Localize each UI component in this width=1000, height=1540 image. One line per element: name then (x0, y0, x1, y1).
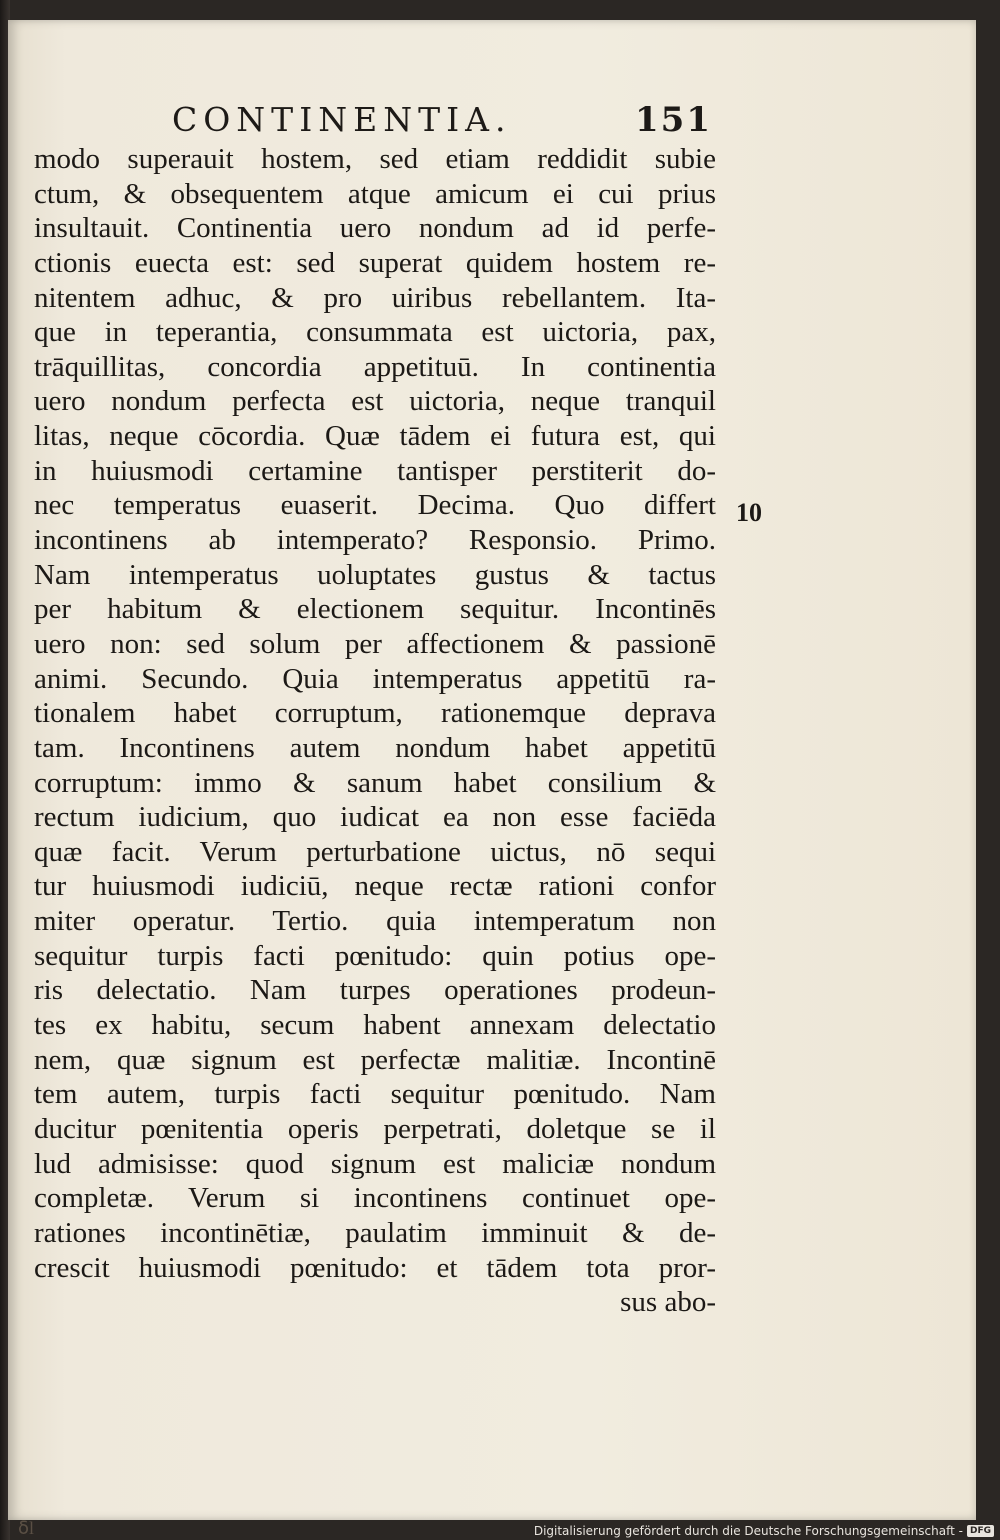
text-line: uero nondum perfecta est uictoria, neque tranquil (34, 385, 716, 418)
body-text (34, 142, 716, 1320)
running-title: CONTINENTIA. (172, 100, 512, 139)
text-line: tionalem habet corruptum, rationemque deprava (34, 697, 716, 730)
text-line: animi. Secundo. Quia intemperatus appetitū ra- (34, 662, 716, 695)
text-line: quæ facit. Verum perturbatione uictus, nō sequi (34, 835, 716, 868)
text-line: rationes incontinētiæ, paulatim imminuit & de- (34, 1216, 716, 1249)
text-line: lud admisisse: quod signum est maliciæ nondum (34, 1147, 716, 1180)
digitization-credit (534, 1524, 994, 1538)
text-line: Nam intemperatus uoluptates gustus & tactus (34, 558, 716, 591)
margin-note: 10 (736, 498, 762, 527)
text-line: nec temperatus euaserit. Decima. Quo differt (34, 489, 716, 522)
text-line: miter operatur. Tertio. quia intemperatum non (34, 905, 716, 938)
text-line: per habitum & electionem sequitur. Incontinēs (34, 593, 716, 626)
text-line: tur huiusmodi iudiciū, neque rectæ rationi confor (34, 870, 716, 903)
text-line: ctionis euecta est: sed superat quidem hostem re- (34, 246, 716, 279)
text-line: tes ex habitu, secum habent annexam delectatio (34, 1009, 716, 1042)
text-line: que in teperantia, consummata est uictoria, pax, (34, 316, 716, 349)
text-line: incontinens ab intemperato? Responsio. Primo. (34, 524, 716, 557)
text-line: uero non: sed solum per affectionem & passionē (34, 627, 716, 660)
text-line: tam. Incontinens autem nondum habet appetitū (34, 731, 716, 764)
text-line: litas, neque cōcordia. Quæ tādem ei futura est, qui (34, 420, 716, 453)
text-line: ducitur pœnitentia operis perpetrati, doletque se il (34, 1112, 716, 1145)
credit-text: Digitalisierung gefördert durch die Deutsche Forschungsgemeinschaft - (533, 1524, 963, 1538)
running-head (172, 100, 712, 140)
text-line: insultauit. Continentia uero nondum ad id perfe- (34, 212, 716, 245)
text-line: trāquillitas, concordia appetituū. In continentia (34, 350, 716, 383)
text-line: sequitur turpis facti pœnitudo: quin potius ope- (34, 939, 716, 972)
text-line: rectum iudicium, quo iudicat ea non esse faciēda (34, 801, 716, 834)
catchword: sus abo- (620, 1286, 716, 1319)
text-line: corruptum: immo & sanum habet consilium & (34, 766, 716, 799)
dfg-logo: DFG (967, 1525, 994, 1537)
page-number: 151 (635, 100, 712, 140)
text-line: ctum, & obsequentem atque amicum ei cui prius (34, 177, 716, 210)
text-line: in huiusmodi certamine tantisper perstiterit do- (34, 454, 716, 487)
text-line: ris delectatio. Nam turpes operationes prodeun- (34, 974, 716, 1007)
corner-mark: ẟl (18, 1518, 35, 1538)
text-line: modo superauit hostem, sed etiam reddidit subie (34, 143, 716, 175)
text-line: completæ. Verum si incontinens continuet ope- (34, 1182, 716, 1215)
text-line: crescit huiusmodi pœnitudo: et tādem tota pror- (34, 1251, 716, 1284)
text-line: nitentem adhuc, & pro uiribus rebellantem. Ita- (34, 281, 716, 314)
text-line: nem, quæ signum est perfectæ malitiæ. Incontinē (34, 1043, 716, 1076)
text-line: tem autem, turpis facti sequitur pœnitudo. Nam (34, 1078, 716, 1111)
